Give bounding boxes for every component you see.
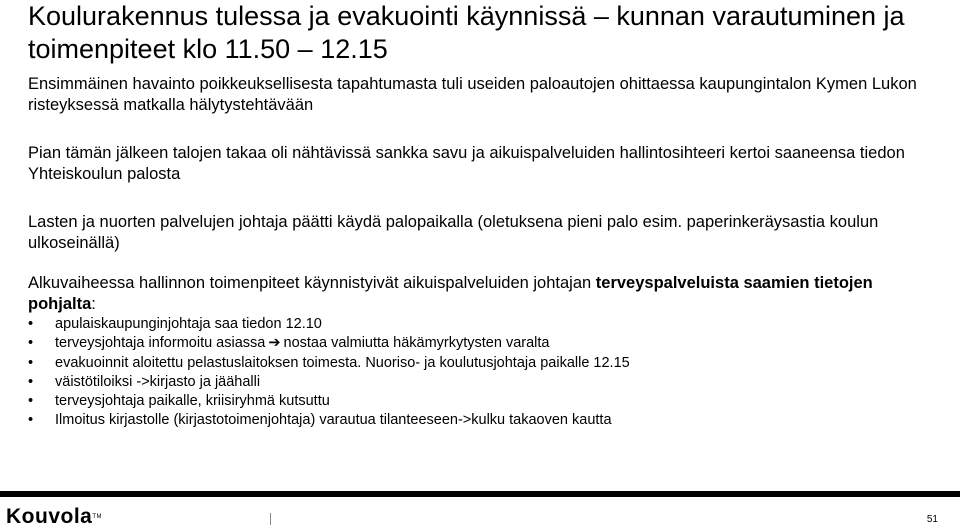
initial-actions-colon: : [91,295,96,313]
bullet-item: • evakuoinnit aloitettu pelastuslaitoksen toimesta. Nuoriso- ja koulutusjohtaja paikalle 12.15 [28,354,630,373]
kouvola-logo [6,505,102,529]
paragraph-smoke-seen: Pian tämän jälkeen talojen takaa oli nähtävissä sankka savu ja aikuispalveluiden hallintosihteeri kertoi saaneensa tiedon Yhteiskoulun palosta [28,144,905,183]
slide-title: Koulurakennus tulessa ja evakuointi käynnissä – kunnan varautuminen ja toimenpiteet klo 11.50 – 12.15 [28,1,905,64]
logo-text: Kouvola [6,505,93,528]
paragraph-initial-actions [28,273,928,315]
bullet-text: terveysjohtaja informoitu asiassa [55,335,266,352]
initial-actions-intro: Alkuvaiheessa hallinnon toimenpiteet käynnistyivät aikuispalveluiden johtajan [28,274,596,292]
paragraph-first-observation: Ensimmäinen havainto poikkeuksellisesta tapahtumasta tuli useiden paloautojen ohittaessa kaupungintalon Kymen Lukon risteyksessä matkalla hälytystehtävään [28,75,917,114]
text-cursor-mark [270,513,271,525]
bullet-item: • apulaiskaupunginjohtaja saa tiedon 12.10 [28,315,630,334]
page-number: 51 [926,514,938,525]
action-bullet-list [28,315,630,431]
arrow-right-icon: ➔ [268,335,281,352]
bullet-item: • väistötiloiksi ->kirjasto ja jäähalli [28,373,630,392]
bullet-item: • Ilmoitus kirjastolle (kirjastotoimenjohtaja) varautua tilanteeseen->kulku takaoven kautta [28,411,630,430]
initial-actions-bold: terveyspalveluista saamien tietojen pohjalta [28,274,873,313]
bullet-item [28,334,630,353]
logo-trademark: TM [92,514,103,520]
bullet-text: nostaa valmiutta häkämyrkytysten varalta [283,335,550,352]
bullet-item: • terveysjohtaja paikalle, kriisiryhmä kutsuttu [28,392,630,411]
footer-divider [0,491,960,497]
paragraph-director-visit: Lasten ja nuorten palvelujen johtaja päätti käydä palopaikalla (oletuksena pieni palo esim. paperinkeräysastia koulun ulkoseinällä) [28,213,879,252]
